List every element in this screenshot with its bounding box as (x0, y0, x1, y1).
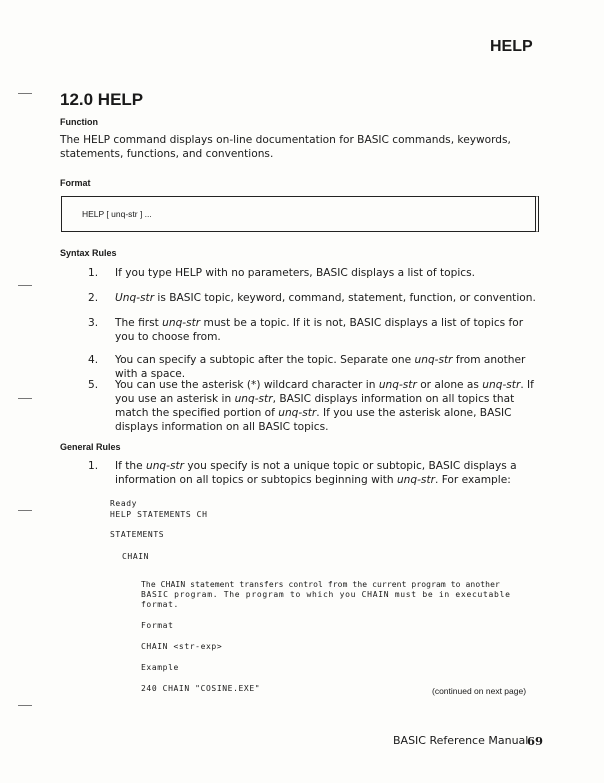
section-title: 12.0 HELP (60, 90, 144, 109)
example-line: STATEMENTS (110, 530, 165, 539)
rule-text: You can use the asterisk (*) wildcard character in unq-str or alone as unq-str. If you use an asterisk in unq-str, BASIC displays information on all topics that match the specified portion of unq-str. If you use the asterisk alone, BASIC displays information on all BASIC topics. (115, 379, 534, 433)
scan-mark (18, 93, 32, 94)
rule-number: 5. (88, 379, 99, 391)
format-box (61, 196, 539, 232)
scan-mark (18, 285, 32, 286)
rule-number: 3. (88, 317, 99, 329)
function-heading: Function (60, 117, 98, 127)
example-line: The CHAIN statement transfers control from the current program to another (141, 580, 500, 589)
format-syntax: HELP [ unq-str ] ... (82, 209, 152, 219)
example-line: Format (141, 621, 174, 630)
rule-number: 1. (88, 460, 99, 472)
general-rules-heading: General Rules (60, 442, 121, 452)
rule-text: If the unq-str you specify is not a unique topic or subtopic, BASIC displays a information on all topics or subtopics beginning with unq-str. For example: (115, 460, 517, 486)
rule-number: 2. (88, 292, 99, 304)
rule-text: Unq-str is BASIC topic, keyword, command, statement, function, or convention. (115, 292, 536, 304)
scan-mark (18, 398, 32, 399)
example-line: CHAIN (122, 552, 150, 561)
format-heading: Format (60, 178, 91, 188)
example-line: format. (141, 600, 179, 609)
function-text: The HELP command displays on-line documentation for BASIC commands, keywords, statements, functions, and conventions. (60, 134, 511, 160)
continued-note: (continued on next page) (432, 686, 527, 696)
scan-mark (18, 705, 32, 706)
scan-mark (18, 510, 32, 511)
example-line: 240 CHAIN "COSINE.EXE" (141, 684, 261, 693)
rule-text: If you type HELP with no parameters, BASIC displays a list of topics. (115, 267, 476, 279)
example-line: HELP STATEMENTS CH (110, 510, 208, 519)
example-line: BASIC program. The program to which you CHAIN must be in executable (141, 590, 511, 599)
syntax-rules-heading: Syntax Rules (60, 248, 117, 258)
running-header: HELP (490, 38, 533, 55)
footer-manual-title: BASIC Reference Manual (393, 734, 529, 747)
example-line: Example (141, 663, 179, 672)
rule-text: You can specify a subtopic after the topic. Separate one unq-str from another with a space. (115, 354, 526, 380)
example-line: CHAIN <str-exp> (141, 642, 223, 651)
rule-number: 1. (88, 267, 99, 279)
rule-number: 4. (88, 354, 99, 366)
example-line: Ready (110, 499, 138, 508)
rule-text: The first unq-str must be a topic. If it is not, BASIC displays a list of topics for you to choose from. (115, 317, 524, 343)
page-number: 69 (527, 734, 544, 748)
